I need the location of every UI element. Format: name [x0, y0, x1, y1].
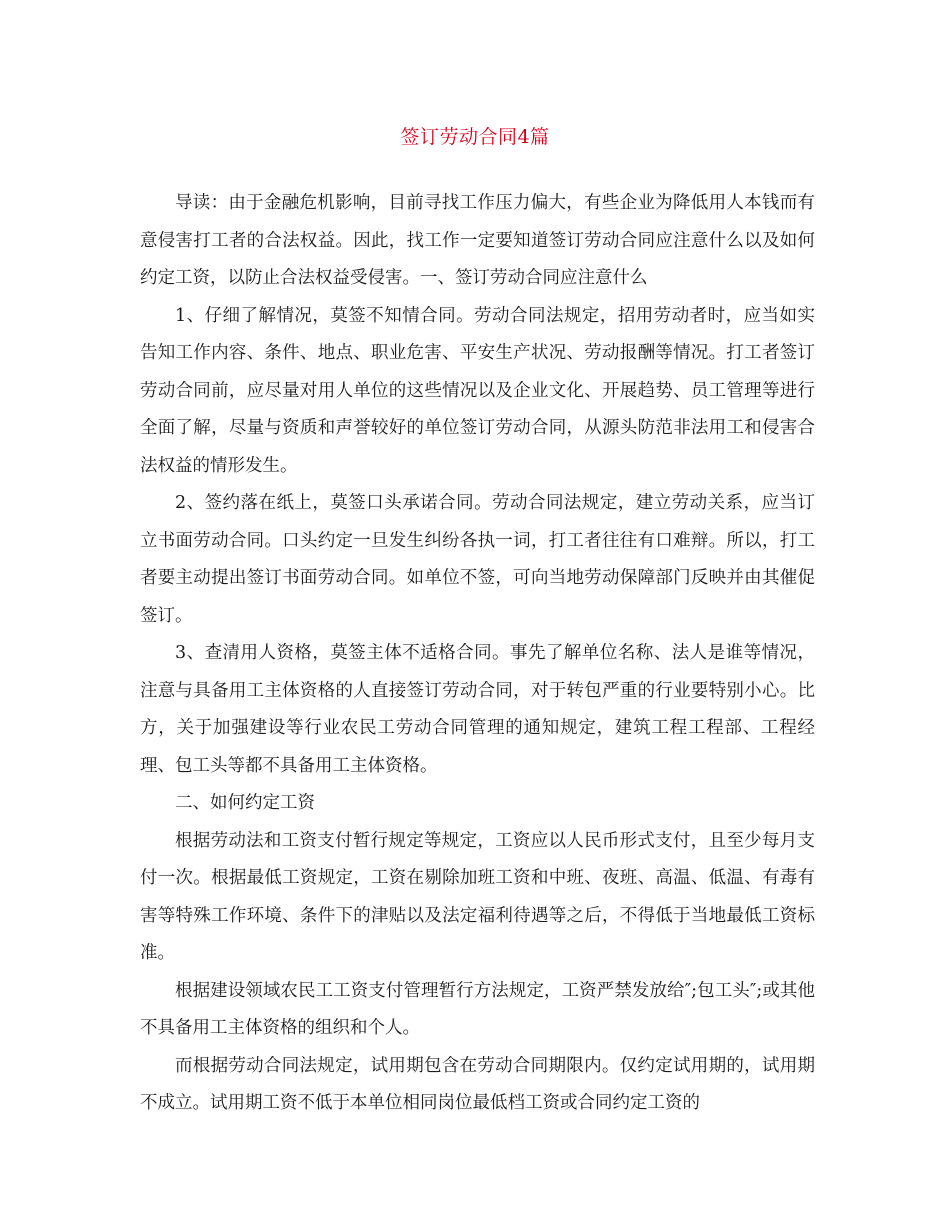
- paragraph-point-1: 1、仔细了解情况，莫签不知情合同。劳动合同法规定，招用劳动者时，应当如实告知工作内容、条件、地点、职业危害、平安生产状况、劳动报酬等情况。打工者签订劳动合同前，应尽量对用人单位的这些情况以及企业文化、开展趋势、员工管理等进行全面了解，尽量与资质和声誉较好的单位签订劳动合同，从源头防范非法用工和侵害合法权益的情形发生。: [140, 305, 815, 476]
- paragraph-point-2: 2、签约落在纸上，莫签口头承诺合同。劳动合同法规定，建立劳动关系，应当订立书面劳动合同。口头约定一旦发生纠纷各执一词，打工者往往有口难辩。所以，打工者要主动提出签订书面劳动合同。如单位不签，可向当地劳动保障部门反映并由其催促签订。: [140, 493, 815, 626]
- paragraph-wages-2: 根据建设领域农民工工资支付管理暂行方法规定，工资严禁发放给″;包工头″;或其他不具备用工主体资格的组织和个人。: [140, 980, 815, 1038]
- document-body: [140, 185, 815, 1123]
- paragraph-wages-1: 根据劳动法和工资支付暂行规定等规定，工资应以人民币形式支付，且至少每月支付一次。根据最低工资规定，工资在剔除加班工资和中班、夜班、高温、低温、有毒有害等特殊工作环境、条件下的津贴以及法定福利待遇等之后，不得低于当地最低工资标准。: [140, 830, 815, 963]
- document-title: 签订劳动合同4篇: [400, 126, 550, 148]
- section-heading-wages: 二、如何约定工资: [175, 793, 315, 813]
- paragraph-intro: 导读：由于金融危机影响，目前寻找工作压力偏大，有些企业为降低用人本钱而有意侵害打工者的合法权益。因此，找工作一定要知道签订劳动合同应注意什么以及如何约定工资，以防止合法权益受侵害。一、签订劳动合同应注意什么: [140, 193, 815, 288]
- paragraph-point-3: 3、查清用人资格，莫签主体不适格合同。事先了解单位名称、法人是谁等情况，注意与具备用工主体资格的人直接签订劳动合同，对于转包严重的行业要特别小心。比方，关于加强建设等行业农民工劳动合同管理的通知规定，建筑工程工程部、工程经理、包工头等都不具备用工主体资格。: [140, 643, 815, 776]
- paragraph-wages-3: 而根据劳动合同法规定，试用期包含在劳动合同期限内。仅约定试用期的，试用期不成立。试用期工资不低于本单位相同岗位最低档工资或合同约定工资的: [140, 1055, 815, 1113]
